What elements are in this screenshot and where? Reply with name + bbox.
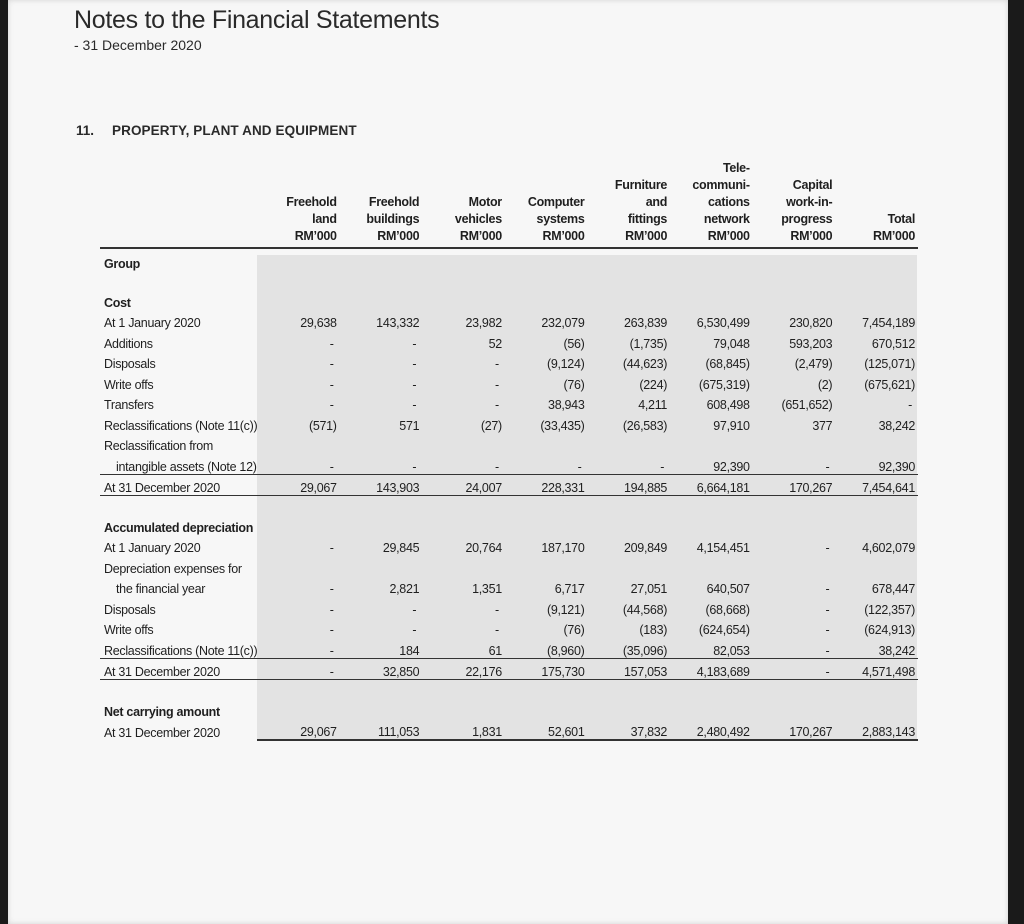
value-cell: - bbox=[825, 602, 830, 617]
depreciation-total-label: At 31 December 2020 bbox=[100, 658, 257, 680]
value-cell: - bbox=[495, 623, 499, 637]
table-row bbox=[100, 310, 918, 331]
reclass-intangible-label-1: Reclassification from bbox=[104, 439, 214, 453]
value-cell: 263,839 bbox=[624, 316, 668, 330]
value-cell: 6,717 bbox=[554, 582, 585, 596]
value-cell: (8,960) bbox=[546, 643, 585, 658]
cost-rows bbox=[100, 310, 918, 433]
value-cell: 678,447 bbox=[871, 582, 915, 596]
value-cell: - bbox=[753, 658, 836, 680]
column-header-line: communi- bbox=[692, 178, 750, 192]
depreciation-heading-row bbox=[100, 514, 918, 535]
cost-total-row bbox=[100, 474, 918, 496]
value-cell: (122,357) bbox=[864, 602, 915, 617]
column-header-line: Freehold bbox=[368, 195, 420, 209]
value-cell: 7,454,189 bbox=[862, 316, 915, 330]
column-header-line: RM’000 bbox=[707, 229, 750, 243]
column-header-line: RM’000 bbox=[873, 229, 915, 243]
column-header-line: RM’000 bbox=[459, 229, 502, 243]
value-cell: (68,668) bbox=[705, 602, 750, 617]
value-cell: 38,242 bbox=[878, 643, 915, 658]
value-cell: (44,623) bbox=[622, 357, 668, 371]
value-cell: - bbox=[660, 459, 665, 474]
document-title: Notes to the Financial Statements bbox=[74, 6, 440, 34]
value-cell: 23,982 bbox=[465, 316, 502, 330]
value-cell: 170,267 bbox=[753, 719, 836, 741]
net-heading-row bbox=[100, 698, 918, 719]
cost-total-label: At 31 December 2020 bbox=[100, 474, 257, 496]
column-header-total bbox=[835, 160, 918, 248]
value-cell: - bbox=[495, 398, 499, 412]
value-cell: 92,390 bbox=[713, 459, 750, 474]
column-header-line: network bbox=[703, 212, 750, 226]
row-label: Reclassifications (Note 11(c)) bbox=[104, 418, 258, 433]
value-cell: - bbox=[825, 459, 830, 474]
group-label: Group bbox=[104, 257, 140, 271]
column-header-line: RM’000 bbox=[377, 229, 420, 243]
value-cell: 2,480,492 bbox=[670, 719, 753, 741]
value-cell: 29,845 bbox=[382, 541, 420, 555]
cost-heading-row bbox=[100, 289, 918, 310]
value-cell: 4,154,451 bbox=[696, 541, 750, 555]
column-header-line: progress bbox=[781, 212, 833, 226]
cost-heading: Cost bbox=[104, 295, 131, 310]
value-cell: - bbox=[825, 582, 830, 596]
value-cell: 6,664,181 bbox=[670, 474, 753, 496]
value-cell: - bbox=[329, 602, 334, 617]
value-cell: (125,071) bbox=[864, 357, 915, 371]
value-cell: (9,121) bbox=[546, 602, 585, 617]
column-header-capital-wip bbox=[753, 160, 836, 248]
value-cell: - bbox=[577, 459, 582, 474]
column-header-telecom-network bbox=[670, 160, 753, 248]
value-cell: (44,568) bbox=[622, 602, 668, 617]
value-cell: 175,730 bbox=[505, 658, 588, 680]
depreciation-opening-row bbox=[100, 535, 918, 556]
value-cell: 4,211 bbox=[638, 398, 668, 412]
column-header-line: work-in- bbox=[786, 195, 833, 209]
value-cell: 20,764 bbox=[465, 541, 502, 555]
row-label: Transfers bbox=[104, 398, 154, 412]
value-cell: 157,053 bbox=[587, 658, 670, 680]
value-cell: (33,435) bbox=[540, 418, 585, 433]
value-cell: (2) bbox=[817, 377, 833, 392]
value-cell: - bbox=[329, 357, 334, 371]
value-cell: - bbox=[329, 336, 334, 351]
value-cell: (2,479) bbox=[794, 357, 833, 371]
value-cell: - bbox=[329, 377, 334, 392]
column-header-line: cations bbox=[708, 195, 750, 209]
value-cell: 38,943 bbox=[548, 398, 585, 412]
depreciation-heading: Accumulated depreciation bbox=[104, 520, 254, 535]
value-cell: 4,571,498 bbox=[835, 658, 918, 680]
value-cell: - bbox=[412, 602, 417, 617]
depreciation-expense-label-2: the financial year bbox=[116, 582, 206, 596]
value-cell: 4,183,689 bbox=[670, 658, 753, 680]
value-cell: 24,007 bbox=[422, 474, 505, 496]
value-cell: - bbox=[329, 459, 334, 474]
column-header-line: RM’000 bbox=[542, 229, 585, 243]
value-cell: (76) bbox=[563, 623, 585, 637]
row-label: Write offs bbox=[104, 377, 154, 392]
value-cell: 29,067 bbox=[257, 719, 340, 741]
table-row bbox=[100, 412, 918, 433]
column-header-line: vehicles bbox=[454, 212, 502, 226]
value-cell: - bbox=[329, 643, 334, 658]
column-header-motor-vehicles bbox=[422, 160, 505, 248]
value-cell: 61 bbox=[488, 643, 502, 658]
reclass-intangible-row bbox=[100, 453, 918, 474]
value-cell: - bbox=[495, 357, 499, 371]
row-label: Additions bbox=[104, 336, 153, 351]
depreciation-expense-label-1: Depreciation expenses for bbox=[104, 561, 242, 576]
column-header-line: Freehold bbox=[286, 195, 337, 209]
value-cell: 232,079 bbox=[541, 316, 585, 330]
value-cell: 97,910 bbox=[713, 418, 750, 433]
table-row bbox=[100, 392, 918, 413]
value-cell: 2,821 bbox=[389, 582, 420, 596]
depreciation-expense-row bbox=[100, 576, 918, 597]
value-cell: (68,845) bbox=[705, 357, 750, 371]
value-cell: - bbox=[412, 336, 417, 351]
column-header-line: land bbox=[312, 212, 337, 226]
table-row bbox=[100, 371, 918, 392]
section-number: 11. bbox=[76, 123, 95, 138]
value-cell: - bbox=[257, 658, 340, 680]
value-cell: - bbox=[412, 398, 417, 412]
value-cell: 7,454,641 bbox=[835, 474, 918, 496]
value-cell: 82,053 bbox=[713, 643, 750, 658]
value-cell: - bbox=[412, 377, 417, 392]
value-cell: 640,507 bbox=[706, 582, 750, 596]
value-cell: 187,170 bbox=[541, 541, 585, 555]
table-row bbox=[100, 637, 918, 658]
value-cell: - bbox=[908, 398, 912, 412]
value-cell: - bbox=[825, 643, 830, 658]
value-cell: - bbox=[329, 623, 334, 637]
value-cell: - bbox=[412, 357, 417, 371]
value-cell: (9,124) bbox=[546, 357, 585, 371]
column-header-row bbox=[100, 160, 918, 248]
value-cell: 377 bbox=[812, 418, 833, 433]
value-cell: 184 bbox=[399, 643, 420, 658]
value-cell: 32,850 bbox=[340, 658, 423, 680]
column-header-label bbox=[100, 160, 257, 248]
value-cell: - bbox=[412, 459, 417, 474]
column-header-line: and bbox=[645, 195, 668, 209]
column-header-line: buildings bbox=[366, 212, 420, 226]
reclass-intangible-label-2: intangible assets (Note 12) bbox=[116, 459, 257, 474]
value-cell: 230,820 bbox=[789, 316, 833, 330]
column-header-computer-systems bbox=[505, 160, 588, 248]
value-cell: - bbox=[825, 623, 830, 637]
value-cell: 143,332 bbox=[376, 316, 420, 330]
column-header-line: Tele- bbox=[722, 161, 750, 175]
value-cell: (675,319) bbox=[698, 377, 750, 392]
document-date: - 31 December 2020 bbox=[74, 37, 202, 53]
value-cell: 670,512 bbox=[871, 336, 915, 351]
value-cell: 29,067 bbox=[257, 474, 340, 496]
value-cell: - bbox=[329, 582, 334, 596]
row-label: Reclassifications (Note 11(c)) bbox=[104, 643, 258, 658]
value-cell: (1,735) bbox=[629, 336, 668, 351]
value-cell: (651,652) bbox=[781, 398, 833, 412]
value-cell: 27,051 bbox=[630, 582, 668, 596]
value-cell: 22,176 bbox=[422, 658, 505, 680]
value-cell: - bbox=[329, 541, 334, 555]
value-cell: - bbox=[412, 623, 417, 637]
value-cell: - bbox=[825, 541, 830, 555]
row-label: Disposals bbox=[104, 357, 156, 371]
column-header-line: fittings bbox=[627, 212, 668, 226]
net-carrying-row bbox=[100, 719, 918, 741]
value-cell: 170,267 bbox=[753, 474, 836, 496]
value-cell: (571) bbox=[308, 418, 337, 433]
net-heading: Net carrying amount bbox=[104, 704, 220, 719]
section-title: PROPERTY, PLANT AND EQUIPMENT bbox=[112, 123, 357, 138]
value-cell: 1,351 bbox=[472, 582, 502, 596]
value-cell: (624,654) bbox=[698, 623, 750, 637]
value-cell: 92,390 bbox=[878, 459, 915, 474]
column-header-line: RM’000 bbox=[790, 229, 833, 243]
depreciation-total-row bbox=[100, 658, 918, 680]
table-row bbox=[100, 617, 918, 638]
value-cell: 6,530,499 bbox=[696, 316, 750, 330]
row-label: At 1 January 2020 bbox=[104, 316, 201, 330]
column-header-freehold-buildings bbox=[340, 160, 423, 248]
ppe-table bbox=[100, 160, 918, 741]
table-row bbox=[100, 330, 918, 351]
column-header-line: RM’000 bbox=[294, 229, 337, 243]
column-header-line: RM’000 bbox=[625, 229, 668, 243]
value-cell: 571 bbox=[399, 418, 420, 433]
column-header-line: Motor bbox=[468, 195, 502, 209]
value-cell: 2,883,143 bbox=[835, 719, 918, 741]
value-cell: (26,583) bbox=[622, 418, 668, 433]
value-cell: - bbox=[495, 459, 499, 474]
value-cell: 52 bbox=[488, 336, 502, 351]
value-cell: (624,913) bbox=[864, 623, 915, 637]
table-row bbox=[100, 596, 918, 617]
value-cell: - bbox=[495, 602, 499, 617]
column-header-line: Computer bbox=[527, 195, 585, 209]
value-cell: 111,053 bbox=[340, 719, 423, 741]
column-header-line: Total bbox=[887, 212, 915, 226]
depreciation-expense-label-row bbox=[100, 555, 918, 576]
row-label: Disposals bbox=[104, 602, 156, 617]
value-cell: (183) bbox=[639, 623, 668, 637]
value-cell: 79,048 bbox=[713, 336, 750, 351]
value-cell: 593,203 bbox=[789, 336, 833, 351]
value-cell: (35,096) bbox=[622, 643, 668, 658]
value-cell: 52,601 bbox=[505, 719, 588, 741]
value-cell: (56) bbox=[563, 336, 585, 351]
value-cell: - bbox=[329, 398, 334, 412]
group-row bbox=[100, 248, 918, 271]
column-header-line: systems bbox=[536, 212, 585, 226]
value-cell: (27) bbox=[480, 418, 502, 433]
value-cell: 37,832 bbox=[587, 719, 670, 741]
value-cell: 1,831 bbox=[422, 719, 505, 741]
value-cell: (224) bbox=[639, 377, 668, 392]
value-cell: 29,638 bbox=[300, 316, 337, 330]
row-label: Write offs bbox=[104, 623, 154, 637]
value-cell: 194,885 bbox=[587, 474, 670, 496]
value-cell: 4,602,079 bbox=[862, 541, 915, 555]
value-cell: (675,621) bbox=[864, 377, 915, 392]
column-header-freehold-land bbox=[257, 160, 340, 248]
column-header-line: Capital bbox=[792, 178, 833, 192]
reclass-intangible-label-row bbox=[100, 433, 918, 454]
depreciation-rows bbox=[100, 596, 918, 658]
value-cell: 608,498 bbox=[706, 398, 750, 412]
column-header-furniture-fittings bbox=[587, 160, 670, 248]
table-row bbox=[100, 351, 918, 372]
value-cell: 209,849 bbox=[624, 541, 668, 555]
value-cell: (76) bbox=[563, 377, 585, 392]
column-header-line: Furniture bbox=[614, 178, 668, 192]
depreciation-opening-label: At 1 January 2020 bbox=[104, 541, 201, 555]
value-cell: - bbox=[495, 377, 499, 392]
value-cell: 228,331 bbox=[505, 474, 588, 496]
value-cell: 38,242 bbox=[878, 418, 915, 433]
value-cell: 143,903 bbox=[340, 474, 423, 496]
net-carrying-label: At 31 December 2020 bbox=[104, 726, 220, 740]
